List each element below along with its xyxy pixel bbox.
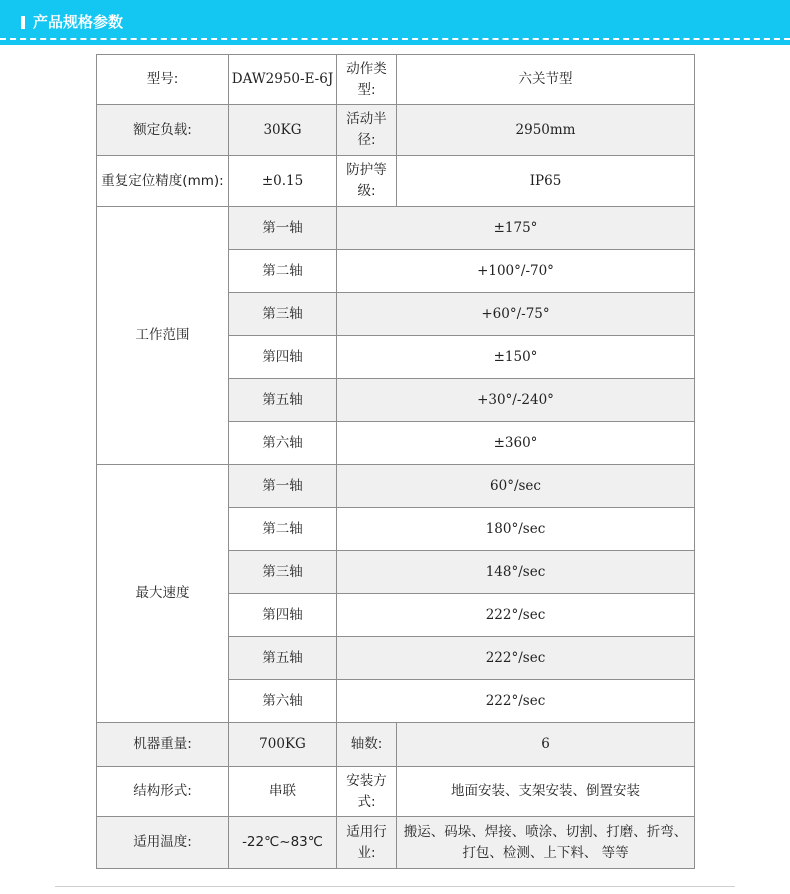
range-axis-value: ±360° (337, 422, 695, 465)
speed-axis-value: 222°/sec (337, 637, 695, 680)
spec-row-model (97, 55, 695, 105)
range-axis-value: +60°/-75° (337, 293, 695, 336)
industry-label: 适用行业: (337, 817, 397, 869)
structure-label: 结构形式: (97, 767, 229, 817)
range-axis-value: +30°/-240° (337, 379, 695, 422)
header-bullet-icon (21, 16, 25, 29)
range-axis-label: 第二轴 (229, 250, 337, 293)
speed-axis-label: 第四轴 (229, 594, 337, 637)
mounting-value: 地面安装、支架安装、倒置安装 (397, 767, 695, 817)
precision-value: ±0.15 (229, 156, 337, 207)
motion-type-value: 六关节型 (397, 55, 695, 105)
motion-type-label: 动作类型: (337, 55, 397, 105)
spec-table (96, 54, 695, 869)
speed-row-1 (97, 465, 695, 508)
section-title: 产品规格参数 (33, 13, 124, 31)
max-speed-label: 最大速度 (97, 465, 229, 723)
precision-label: 重复定位精度(mm): (97, 156, 229, 207)
weight-value: 700KG (229, 723, 337, 767)
model-label: 型号: (97, 55, 229, 105)
temperature-value: -22℃~83℃ (229, 817, 337, 869)
protection-value: IP65 (397, 156, 695, 207)
spec-row-precision (97, 156, 695, 207)
industry-value: 搬运、码垛、焊接、喷涂、切割、打磨、折弯、打包、检测、上下料、 等等 (397, 817, 695, 869)
speed-axis-value: 180°/sec (337, 508, 695, 551)
range-axis-label: 第三轴 (229, 293, 337, 336)
spec-row-weight (97, 723, 695, 767)
speed-axis-label: 第三轴 (229, 551, 337, 594)
mounting-label: 安装方式: (337, 767, 397, 817)
spec-row-payload (97, 105, 695, 156)
range-axis-value: ±150° (337, 336, 695, 379)
structure-value: 串联 (229, 767, 337, 817)
bottom-divider (55, 886, 735, 887)
header-dashed-divider (0, 38, 790, 40)
range-axis-label: 第五轴 (229, 379, 337, 422)
speed-axis-value: 222°/sec (337, 594, 695, 637)
range-axis-value: +100°/-70° (337, 250, 695, 293)
protection-label: 防护等级: (337, 156, 397, 207)
speed-axis-value: 222°/sec (337, 680, 695, 723)
axes-count-value: 6 (397, 723, 695, 767)
speed-axis-label: 第二轴 (229, 508, 337, 551)
range-row-1 (97, 207, 695, 250)
radius-label: 活动半径: (337, 105, 397, 156)
temperature-label: 适用温度: (97, 817, 229, 869)
payload-value: 30KG (229, 105, 337, 156)
range-axis-label: 第六轴 (229, 422, 337, 465)
spec-row-temperature (97, 817, 695, 869)
speed-axis-value: 60°/sec (337, 465, 695, 508)
range-axis-label: 第一轴 (229, 207, 337, 250)
working-range-label: 工作范围 (97, 207, 229, 465)
section-header (0, 0, 790, 45)
payload-label: 额定负载: (97, 105, 229, 156)
speed-axis-label: 第一轴 (229, 465, 337, 508)
range-axis-label: 第四轴 (229, 336, 337, 379)
radius-value: 2950mm (397, 105, 695, 156)
speed-axis-label: 第六轴 (229, 680, 337, 723)
speed-axis-label: 第五轴 (229, 637, 337, 680)
speed-axis-value: 148°/sec (337, 551, 695, 594)
model-value: DAW2950-E-6J (229, 55, 337, 105)
weight-label: 机器重量: (97, 723, 229, 767)
spec-row-structure (97, 767, 695, 817)
axes-count-label: 轴数: (337, 723, 397, 767)
range-axis-value: ±175° (337, 207, 695, 250)
